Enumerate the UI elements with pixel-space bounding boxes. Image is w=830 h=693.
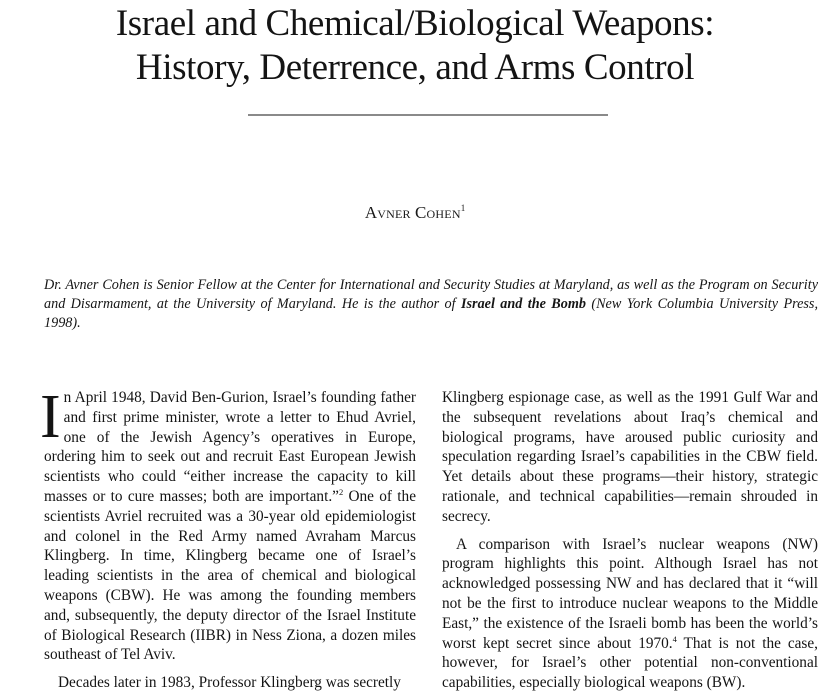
bio-publisher: (New York Columbia University Press, 1998).	[44, 296, 818, 331]
article-title	[0, 2, 830, 90]
bio-book-title: Israel and the Bomb	[461, 296, 586, 312]
body-column-left	[40, 383, 416, 693]
drop-cap: I	[40, 383, 61, 451]
title-line-1: Israel and Chemical/Biological Weapons:	[115, 3, 715, 44]
author-byline	[0, 197, 830, 224]
paragraph-text: Decades later in 1983, Professor Klingberg was secretly	[58, 674, 401, 692]
paragraph-text: n April 1948, David Ben-Gurion, Israel’s founding father and first prime minister, wrote a letter to Ehud Avriel, one of the Jewish Agency’s operatives in Europe, ordering him to seek out and recruit East European Jewish scientists who could “either increase the capacity to kill masses or to cure masses; both are important.”	[44, 389, 416, 505]
paragraph	[40, 383, 416, 665]
body-column-right	[442, 388, 818, 693]
footnote-marker: 4	[672, 633, 677, 644]
paragraph-text: Klingberg espionage case, as well as the 1991 Gulf War and the subsequent revelations about Iraq’s chemical and biological programs, have aroused public curiosity and speculation regarding Israel’s capabilities in the CBW field. Yet details about these programs—their history, strategic rationale, and technical capabilities—remain shrouded in secrecy.	[442, 389, 818, 525]
author-first-name: Avner	[364, 203, 411, 222]
footnote-marker: 2	[338, 486, 344, 497]
paragraph	[442, 388, 818, 527]
bio-text: Dr. Avner Cohen is Senior Fellow at the Center for International and Security Studies at Maryland, as well as the Program on Security and Disarmament, at the University of Maryland. He is the author of	[44, 277, 818, 312]
author-bio	[44, 276, 818, 333]
author-last-name: Cohen	[415, 203, 461, 222]
paragraph-text: One of the scientists Avriel recruited was a 30-year old epidemiologist and colonel in the Red Army named Avraham Marcus Klingberg. In time, Klingberg became one of Israel’s leading scientists in the area of chemical and biological weapons (CBW). He was among the founding members and, subsequently, the deputy director of the Israel Institute of Biological Research (IIBR) in Ness Ziona, a dozen miles southeast of Tel Aviv.	[44, 487, 416, 664]
paragraph	[44, 673, 416, 693]
author-footnote-marker: 1	[460, 203, 466, 213]
paragraph-text: A comparison with Israel’s nuclear weapons (NW) program highlights this point. Although Israel has not acknowledged possessing NW and has declared that it “will not be the first to introduce nuclear weapons to the Middle East,” the existence of the Israeli bomb has been the world’s worst kept secret since about 1970.	[442, 535, 818, 652]
paragraph	[442, 535, 818, 693]
title-line-2: History, Deterrence, and Arms Control	[135, 47, 695, 88]
title-divider	[248, 114, 608, 116]
paragraph-text: That is not the case, however, for Israel’s other potential non-conventional capabilities, especially biological weapons (BW).	[442, 634, 818, 692]
